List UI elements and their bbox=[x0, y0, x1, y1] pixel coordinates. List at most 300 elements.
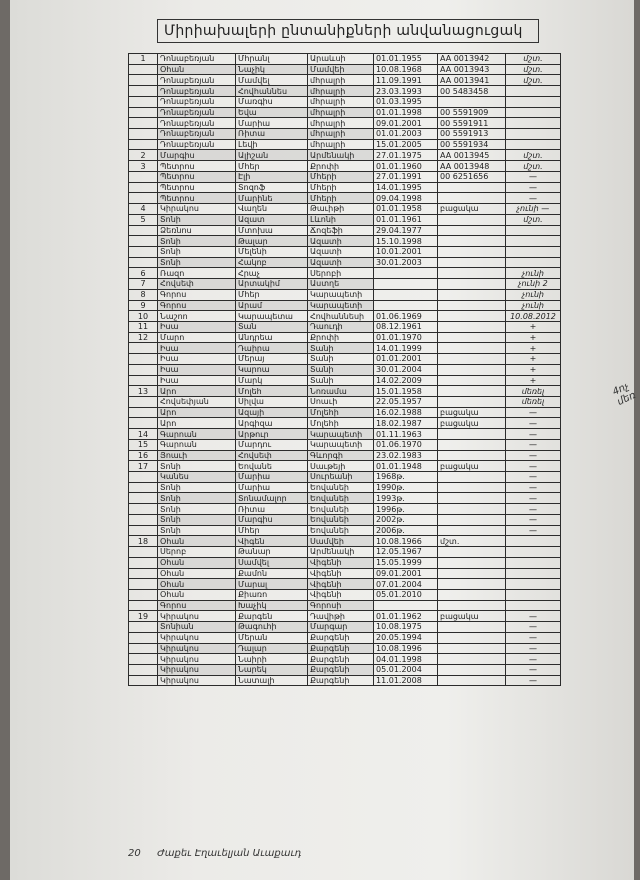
cell-index bbox=[129, 257, 158, 268]
cell-surname: Տոնի bbox=[158, 236, 236, 247]
cell-note: 10.08.2012 bbox=[506, 311, 561, 322]
cell-birth-date: 27.01.1975 bbox=[374, 150, 438, 161]
cell-surname: Դոնաբեռյան bbox=[158, 129, 236, 140]
cell-index bbox=[129, 675, 158, 686]
table-row bbox=[129, 300, 561, 311]
table-row bbox=[129, 418, 561, 429]
cell-surname: Դոնաբեռյան bbox=[158, 86, 236, 97]
cell-index bbox=[129, 64, 158, 75]
cell-surname: Կիրակոս bbox=[158, 654, 236, 665]
cell-birth-date: 01.03.1995 bbox=[374, 96, 438, 107]
cell-surname: Գորոս bbox=[158, 600, 236, 611]
cell-given-name: Ալիշան bbox=[236, 150, 308, 161]
cell-note: + bbox=[506, 375, 561, 386]
table-row bbox=[129, 450, 561, 461]
cell-patronymic: մհրալրի bbox=[308, 107, 374, 118]
cell-patronymic: Դավիթի bbox=[308, 611, 374, 622]
cell-document bbox=[438, 525, 506, 536]
cell-surname: Տոնի bbox=[158, 257, 236, 268]
table-row bbox=[129, 150, 561, 161]
cell-surname: Օհան bbox=[158, 64, 236, 75]
table-row bbox=[129, 386, 561, 397]
cell-patronymic: Կարապետի bbox=[308, 429, 374, 440]
cell-given-name: Հովսեփ bbox=[236, 450, 308, 461]
table-row bbox=[129, 611, 561, 622]
cell-given-name: Տոնամալոր bbox=[236, 493, 308, 504]
cell-given-name: Սիլվա bbox=[236, 397, 308, 408]
cell-index bbox=[129, 86, 158, 97]
cell-patronymic: Սոաւի bbox=[308, 397, 374, 408]
cell-given-name: Նատալի bbox=[236, 675, 308, 686]
table-row bbox=[129, 654, 561, 665]
cell-surname: Իսա bbox=[158, 375, 236, 386]
cell-note: — bbox=[506, 514, 561, 525]
cell-note: մշտ. bbox=[506, 214, 561, 225]
document-page bbox=[10, 0, 638, 880]
cell-index bbox=[129, 589, 158, 600]
cell-document bbox=[438, 257, 506, 268]
cell-index: 10 bbox=[129, 311, 158, 322]
cell-given-name: Կարոա bbox=[236, 364, 308, 375]
cell-given-name: Թագուհի bbox=[236, 622, 308, 633]
cell-patronymic: Եովանեի bbox=[308, 514, 374, 525]
cell-index: 17 bbox=[129, 461, 158, 472]
cell-birth-date: 05.01.2010 bbox=[374, 589, 438, 600]
cell-document: 00 5591913 bbox=[438, 129, 506, 140]
table-row bbox=[129, 321, 561, 332]
cell-given-name: Թանար bbox=[236, 547, 308, 558]
table-row bbox=[129, 257, 561, 268]
cell-document: AA 0013941 bbox=[438, 75, 506, 86]
cell-document bbox=[438, 375, 506, 386]
cell-birth-date: 18.02.1987 bbox=[374, 418, 438, 429]
cell-document bbox=[438, 589, 506, 600]
cell-surname: Ձեռնոս bbox=[158, 225, 236, 236]
document-title: Միրիախալերի ընտանիքների անվանացուցակ bbox=[157, 19, 539, 43]
cell-patronymic: Սերոբի bbox=[308, 268, 374, 279]
family-list-table bbox=[128, 53, 561, 686]
cell-patronymic: Տանի bbox=[308, 364, 374, 375]
cell-birth-date: 11.09.1991 bbox=[374, 75, 438, 86]
cell-document: բացակա bbox=[438, 407, 506, 418]
cell-document: մշտ. bbox=[438, 536, 506, 547]
cell-surname: Տոնի bbox=[158, 246, 236, 257]
cell-index: 18 bbox=[129, 536, 158, 547]
cell-index: 9 bbox=[129, 300, 158, 311]
cell-document bbox=[438, 386, 506, 397]
cell-surname: Պետրոս bbox=[158, 193, 236, 204]
cell-birth-date: 09.04.1998 bbox=[374, 193, 438, 204]
cell-note: + bbox=[506, 332, 561, 343]
cell-document bbox=[438, 482, 506, 493]
cell-note: — bbox=[506, 622, 561, 633]
cell-given-name: Լեվի bbox=[236, 139, 308, 150]
cell-document bbox=[438, 654, 506, 665]
cell-document bbox=[438, 289, 506, 300]
cell-note: — bbox=[506, 407, 561, 418]
cell-surname: Օհան bbox=[158, 557, 236, 568]
cell-birth-date: 15.01.1958 bbox=[374, 386, 438, 397]
cell-surname: Արո bbox=[158, 386, 236, 397]
cell-birth-date: 07.01.2004 bbox=[374, 579, 438, 590]
cell-index bbox=[129, 654, 158, 665]
cell-birth-date: 04.01.1998 bbox=[374, 654, 438, 665]
cell-given-name: Նաիրի bbox=[236, 654, 308, 665]
cell-given-name: Ռիտա bbox=[236, 129, 308, 140]
cell-note bbox=[506, 118, 561, 129]
table-row bbox=[129, 171, 561, 182]
cell-index bbox=[129, 632, 158, 643]
cell-note: — bbox=[506, 482, 561, 493]
cell-index: 12 bbox=[129, 332, 158, 343]
cell-note: — bbox=[506, 654, 561, 665]
cell-index bbox=[129, 504, 158, 515]
cell-surname: Տոնի bbox=[158, 493, 236, 504]
table-row bbox=[129, 493, 561, 504]
cell-patronymic: Սուրեանի bbox=[308, 472, 374, 483]
cell-index bbox=[129, 246, 158, 257]
cell-note: չունի bbox=[506, 289, 561, 300]
cell-surname: Տոնի bbox=[158, 214, 236, 225]
cell-note: չունի — bbox=[506, 204, 561, 215]
cell-given-name: Անդրեա bbox=[236, 332, 308, 343]
cell-index bbox=[129, 354, 158, 365]
cell-birth-date: 01.01.2003 bbox=[374, 129, 438, 140]
cell-patronymic: Եովանեի bbox=[308, 525, 374, 536]
cell-note: մշտ. bbox=[506, 64, 561, 75]
cell-index bbox=[129, 568, 158, 579]
cell-note bbox=[506, 246, 561, 257]
cell-surname: Կիրակոս bbox=[158, 675, 236, 686]
cell-surname: Դոնաբեռյան bbox=[158, 107, 236, 118]
cell-note: — bbox=[506, 461, 561, 472]
cell-note: — bbox=[506, 525, 561, 536]
cell-given-name: Դալար bbox=[236, 643, 308, 654]
cell-index: 8 bbox=[129, 289, 158, 300]
cell-given-name: Արթուր bbox=[236, 429, 308, 440]
cell-birth-date: 01.01.1955 bbox=[374, 54, 438, 65]
cell-given-name: Քարգեն bbox=[236, 611, 308, 622]
table-row bbox=[129, 375, 561, 386]
cell-note bbox=[506, 139, 561, 150]
cell-surname: Արո bbox=[158, 418, 236, 429]
cell-document bbox=[438, 279, 506, 290]
cell-index bbox=[129, 139, 158, 150]
table-row bbox=[129, 182, 561, 193]
cell-note: — bbox=[506, 439, 561, 450]
cell-document: բացակա bbox=[438, 611, 506, 622]
cell-birth-date: 20.05.1994 bbox=[374, 632, 438, 643]
cell-birth-date: 01.01.1958 bbox=[374, 204, 438, 215]
cell-patronymic: Քարգենի bbox=[308, 643, 374, 654]
table-row bbox=[129, 429, 561, 440]
table-row bbox=[129, 289, 561, 300]
cell-surname: Օհան bbox=[158, 579, 236, 590]
table-row bbox=[129, 622, 561, 633]
cell-surname: Սերոբ bbox=[158, 547, 236, 558]
cell-document: 00 5591934 bbox=[438, 139, 506, 150]
cell-note: — bbox=[506, 418, 561, 429]
cell-index bbox=[129, 547, 158, 558]
cell-surname: Նաշոո bbox=[158, 311, 236, 322]
cell-patronymic: Քարգենի bbox=[308, 632, 374, 643]
footer-index: 20 bbox=[128, 848, 141, 859]
cell-document: AA 0013948 bbox=[438, 161, 506, 172]
cell-given-name: Մհեր bbox=[236, 289, 308, 300]
cell-patronymic: Տանի bbox=[308, 354, 374, 365]
cell-patronymic: Ազատի bbox=[308, 236, 374, 247]
cell-index bbox=[129, 643, 158, 654]
table-row bbox=[129, 547, 561, 558]
cell-index bbox=[129, 236, 158, 247]
cell-surname: Տոնի bbox=[158, 482, 236, 493]
cell-given-name: Մհրանլ bbox=[236, 54, 308, 65]
cell-birth-date bbox=[374, 300, 438, 311]
table-row bbox=[129, 343, 561, 354]
table-row bbox=[129, 268, 561, 279]
cell-birth-date: 1968թ. bbox=[374, 472, 438, 483]
cell-birth-date: 10.08.1996 bbox=[374, 643, 438, 654]
cell-patronymic: Քարգենի bbox=[308, 675, 374, 686]
cell-patronymic: Մամվեի bbox=[308, 64, 374, 75]
cell-note bbox=[506, 96, 561, 107]
cell-patronymic: Հովհաննեսի bbox=[308, 311, 374, 322]
cell-given-name: Տան bbox=[236, 321, 308, 332]
cell-birth-date bbox=[374, 279, 438, 290]
cell-given-name: Մարկ bbox=[236, 375, 308, 386]
cell-document bbox=[438, 193, 506, 204]
cell-surname: Դոնաբեռյան bbox=[158, 54, 236, 65]
cell-patronymic: Կարապետի bbox=[308, 300, 374, 311]
table-row bbox=[129, 632, 561, 643]
table-row bbox=[129, 64, 561, 75]
cell-document bbox=[438, 632, 506, 643]
cell-document bbox=[438, 493, 506, 504]
cell-patronymic: Կարապետի bbox=[308, 439, 374, 450]
table-row bbox=[129, 397, 561, 408]
cell-given-name: Հակոբ bbox=[236, 257, 308, 268]
cell-birth-date: 09.01.2001 bbox=[374, 118, 438, 129]
cell-birth-date: 1993թ. bbox=[374, 493, 438, 504]
cell-note: չունի bbox=[506, 300, 561, 311]
cell-document bbox=[438, 429, 506, 440]
cell-surname: Մարո bbox=[158, 332, 236, 343]
cell-index bbox=[129, 75, 158, 86]
cell-patronymic: Վիգենի bbox=[308, 557, 374, 568]
cell-document bbox=[438, 311, 506, 322]
table-row bbox=[129, 504, 561, 515]
cell-patronymic: Սաւթեյի bbox=[308, 461, 374, 472]
cell-birth-date: 01.01.2001 bbox=[374, 354, 438, 365]
cell-patronymic: Մհերի bbox=[308, 182, 374, 193]
cell-birth-date: 01.01.1970 bbox=[374, 332, 438, 343]
cell-note bbox=[506, 568, 561, 579]
cell-given-name: Հովհաննես bbox=[236, 86, 308, 97]
cell-given-name: Նարեկ bbox=[236, 664, 308, 675]
cell-given-name: Խաչիկ bbox=[236, 600, 308, 611]
table-row bbox=[129, 579, 561, 590]
cell-document: բացակա bbox=[438, 418, 506, 429]
cell-note: — bbox=[506, 664, 561, 675]
cell-document: 00 5483458 bbox=[438, 86, 506, 97]
cell-given-name: Մարալ bbox=[236, 579, 308, 590]
cell-patronymic: Քրոփի bbox=[308, 332, 374, 343]
cell-given-name: Ռիտա bbox=[236, 504, 308, 515]
cell-document bbox=[438, 214, 506, 225]
cell-index bbox=[129, 600, 158, 611]
cell-note: + bbox=[506, 364, 561, 375]
cell-patronymic: Տանի bbox=[308, 375, 374, 386]
cell-patronymic: Քարգենի bbox=[308, 664, 374, 675]
cell-document bbox=[438, 96, 506, 107]
cell-given-name: Եովանե bbox=[236, 461, 308, 472]
cell-note bbox=[506, 589, 561, 600]
cell-birth-date bbox=[374, 268, 438, 279]
cell-patronymic: Ճոզեֆի bbox=[308, 225, 374, 236]
cell-given-name: Քիառո bbox=[236, 589, 308, 600]
cell-surname: Պետրոս bbox=[158, 182, 236, 193]
cell-surname: Իսա bbox=[158, 343, 236, 354]
cell-birth-date: 10.01.2001 bbox=[374, 246, 438, 257]
footer-signature-text: Ժաքեւ Էղաւելյան Աւաքաւդ bbox=[157, 848, 302, 859]
cell-index bbox=[129, 118, 158, 129]
cell-surname: Օհան bbox=[158, 589, 236, 600]
cell-birth-date: 12.05.1967 bbox=[374, 547, 438, 558]
cell-birth-date: 22.05.1957 bbox=[374, 397, 438, 408]
cell-index bbox=[129, 343, 158, 354]
table-row bbox=[129, 461, 561, 472]
cell-patronymic: Վիգենի bbox=[308, 589, 374, 600]
cell-given-name: Արամ bbox=[236, 300, 308, 311]
cell-birth-date: 10.08.1968 bbox=[374, 64, 438, 75]
cell-index bbox=[129, 418, 158, 429]
cell-document bbox=[438, 514, 506, 525]
cell-index bbox=[129, 482, 158, 493]
cell-surname: Ռազո bbox=[158, 268, 236, 279]
cell-surname: Կիրակոս bbox=[158, 643, 236, 654]
cell-note bbox=[506, 547, 561, 558]
cell-given-name: Մելենի bbox=[236, 246, 308, 257]
cell-document bbox=[438, 504, 506, 515]
cell-index bbox=[129, 397, 158, 408]
cell-birth-date: 2002թ. bbox=[374, 514, 438, 525]
table-row bbox=[129, 664, 561, 675]
table-row bbox=[129, 332, 561, 343]
cell-note: — bbox=[506, 632, 561, 643]
cell-index: 6 bbox=[129, 268, 158, 279]
cell-birth-date: 1996թ. bbox=[374, 504, 438, 515]
cell-patronymic: Լևոնի bbox=[308, 214, 374, 225]
cell-given-name: Մերան bbox=[236, 632, 308, 643]
cell-birth-date bbox=[374, 600, 438, 611]
cell-patronymic: Կարապետի bbox=[308, 289, 374, 300]
cell-note: մշտ. bbox=[506, 54, 561, 65]
cell-patronymic: Եովանեի bbox=[308, 482, 374, 493]
cell-surname: Մարգիս bbox=[158, 150, 236, 161]
cell-patronymic: մհրալրի bbox=[308, 139, 374, 150]
cell-given-name: Մհեր bbox=[236, 525, 308, 536]
cell-patronymic: Գևորգի bbox=[308, 450, 374, 461]
cell-index bbox=[129, 129, 158, 140]
cell-birth-date: 10.08.1966 bbox=[374, 536, 438, 547]
table-row bbox=[129, 407, 561, 418]
cell-document bbox=[438, 450, 506, 461]
cell-note: մեռել bbox=[506, 386, 561, 397]
cell-patronymic: Ազատի bbox=[308, 257, 374, 268]
cell-document: բացակա bbox=[438, 461, 506, 472]
cell-document bbox=[438, 472, 506, 483]
table-row bbox=[129, 86, 561, 97]
cell-surname: Դոնաբեռյան bbox=[158, 139, 236, 150]
cell-document bbox=[438, 225, 506, 236]
cell-note: + bbox=[506, 354, 561, 365]
cell-given-name: Թալար bbox=[236, 236, 308, 247]
cell-document: 00 5591909 bbox=[438, 107, 506, 118]
cell-note: — bbox=[506, 193, 561, 204]
cell-birth-date: 14.02.2009 bbox=[374, 375, 438, 386]
cell-birth-date: 23.03.1993 bbox=[374, 86, 438, 97]
cell-patronymic: Արաևսի bbox=[308, 54, 374, 65]
cell-patronymic: մհրալրի bbox=[308, 118, 374, 129]
cell-note: — bbox=[506, 643, 561, 654]
cell-note: — bbox=[506, 611, 561, 622]
cell-birth-date: 15.01.2005 bbox=[374, 139, 438, 150]
cell-surname: Օհան bbox=[158, 536, 236, 547]
cell-note: — bbox=[506, 493, 561, 504]
cell-patronymic: Տանի bbox=[308, 343, 374, 354]
cell-birth-date: 01.01.1948 bbox=[374, 461, 438, 472]
table-row bbox=[129, 311, 561, 322]
cell-note bbox=[506, 86, 561, 97]
cell-note bbox=[506, 257, 561, 268]
cell-given-name: Վիգեն bbox=[236, 536, 308, 547]
table-row bbox=[129, 557, 561, 568]
cell-document bbox=[438, 439, 506, 450]
cell-surname: Պետրոս bbox=[158, 171, 236, 182]
cell-document: բացակա bbox=[438, 204, 506, 215]
table-row bbox=[129, 675, 561, 686]
cell-patronymic: մհրալրի bbox=[308, 86, 374, 97]
cell-index bbox=[129, 171, 158, 182]
cell-index bbox=[129, 107, 158, 118]
cell-surname: Իսա bbox=[158, 321, 236, 332]
table-row bbox=[129, 129, 561, 140]
cell-patronymic: մհրալրի bbox=[308, 75, 374, 86]
cell-note bbox=[506, 107, 561, 118]
cell-index bbox=[129, 407, 158, 418]
cell-document bbox=[438, 354, 506, 365]
cell-document: 00 6251656 bbox=[438, 171, 506, 182]
table-row bbox=[129, 225, 561, 236]
cell-surname: Կիրակոս bbox=[158, 204, 236, 215]
cell-given-name: Մարինե bbox=[236, 193, 308, 204]
table-row bbox=[129, 536, 561, 547]
table-row bbox=[129, 354, 561, 365]
table-row bbox=[129, 54, 561, 65]
cell-surname: Արո bbox=[158, 407, 236, 418]
cell-surname: Տոնի bbox=[158, 461, 236, 472]
cell-index bbox=[129, 225, 158, 236]
cell-given-name: Ազայի bbox=[236, 407, 308, 418]
table-row bbox=[129, 161, 561, 172]
cell-given-name: Մարիա bbox=[236, 118, 308, 129]
cell-surname: Կիրակոս bbox=[158, 632, 236, 643]
cell-surname: Դոնաբեռյան bbox=[158, 118, 236, 129]
cell-note: — bbox=[506, 171, 561, 182]
cell-index: 4 bbox=[129, 204, 158, 215]
cell-birth-date: 01.11.1963 bbox=[374, 429, 438, 440]
cell-given-name: Մոլեհ bbox=[236, 386, 308, 397]
